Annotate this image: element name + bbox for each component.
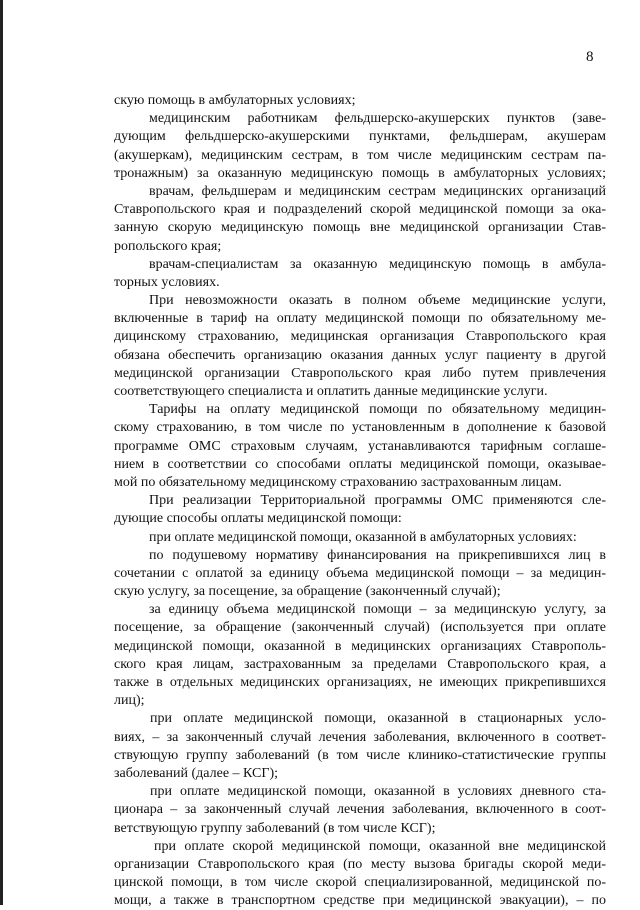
text-line: посещение, за обращение (законченный случай) (используется при оплате [114, 620, 606, 636]
text-line: также в отдельных медицинских организациях, не имеющих прикрепившихся [114, 675, 606, 690]
text-line: медицинским работникам фельдшерско-акушерских пунктов (заве- [149, 111, 606, 127]
text-line: тронажным) за оказанную медицинскую помощь в амбулаторных условиях; [114, 165, 606, 181]
text-line: ского края лицам, застрахованным за пределами Ставропольского края, а [114, 656, 606, 672]
text-line: за единицу объема медицинской помощи – за медицинскую услугу, за [149, 602, 606, 618]
text-line: включенные в тариф на оплату медицинской помощи по обязательному ме- [114, 311, 606, 327]
text-line: Тарифы на оплату медицинской помощи по обязательному медицин- [149, 402, 606, 418]
text-line: скому страхованию, в том числе по установленным в дополнение к базовой [114, 420, 606, 436]
text-line: соответствующего специалиста и оплатить данные медицинские услуги. [114, 384, 548, 399]
text-line: при оплате скорой медицинской помощи, оказанной вне медицинской [154, 838, 606, 854]
page-number: 8 [586, 49, 594, 65]
text-line: врачам-специалистам за оказанную медицинскую помощь в амбула- [149, 256, 606, 272]
text-line: занную скорую медицинскую помощь вне медицинской организации Став- [114, 220, 606, 236]
text-line: лиц); [114, 693, 145, 709]
text-line: мощи, а также в транспортном средстве при медицинской эвакуации), – по [114, 893, 606, 909]
text-line: сочетании с оплатой за единицу объема медицинской помощи – за медицин- [114, 565, 606, 581]
scan-edge-border [0, 0, 3, 905]
text-line: ропольского края; [114, 238, 222, 254]
text-line: при оплате медицинской помощи, оказанной в амбулаторных условиях: [149, 529, 577, 545]
text-line: обязана обеспечить организацию оказания данных услуг пациенту в другой [114, 347, 606, 363]
text-line: При реализации Территориальной программы ОМС применяются сле- [149, 493, 606, 509]
text-line: мой по обязательному медицинскому страхованию застрахованным лицам. [114, 474, 562, 490]
text-line: цинской помощи, в том числе скорой специализированной, медицинской по- [114, 875, 606, 891]
text-line: дующим фельдшерско-акушерскими пунктами, фельдшерам, акушерам [114, 129, 606, 145]
text-line: медицинской помощи, оказанной в медицинских организациях Ставрополь- [114, 638, 606, 654]
text-line: ветствующую группу заболеваний (в том числе КСГ); [114, 820, 436, 836]
text-line: при оплате медицинской помощи, оказанной в стационарных усло- [150, 711, 606, 727]
text-line: по подушевому нормативу финансирования на прикрепившихся лиц в [149, 547, 606, 563]
text-line: организации Ставропольского края (по месту вызова бригады скорой меди- [114, 856, 606, 872]
text-line: дицинскому страхованию, медицинская организация Ставропольского края [114, 329, 606, 345]
text-line: скую помощь в амбулаторных условиях; [114, 93, 356, 108]
text-line: врачам, фельдшерам и медицинским сестрам медицинских организаций [149, 183, 606, 199]
text-line: дующие способы оплаты медицинской помощи: [114, 511, 402, 527]
text-line: виях, – за законченный случай лечения заболевания, включенного в соответ- [114, 729, 606, 745]
text-line: нием в соответствии со способами оплаты медицинской помощи, оказывае- [114, 456, 606, 472]
body-text [114, 92, 606, 910]
text-line: ствующую группу заболеваний (в том числе клинико-статистические группы [114, 747, 606, 763]
text-line: заболеваний (далее – КСГ); [114, 765, 279, 781]
text-line: скую услугу, за посещение, за обращение (законченный случай); [114, 584, 501, 600]
text-line: (акушеркам), медицинским сестрам, в том числе медицинским сестрам па- [114, 147, 606, 163]
text-line: торных условиях. [114, 274, 220, 290]
text-line: программе ОМС страховым случаям, устанавливаются тарифным соглаше- [114, 438, 606, 454]
text-line: При невозможности оказать в полном объеме медицинские услуги, [149, 293, 606, 309]
text-line: медицинской организации Ставропольского края либо путем привлечения [114, 365, 606, 381]
text-line: Ставропольского края и подразделений скорой медицинской помощи за ока- [114, 202, 606, 218]
text-line: ционара – за законченный случай лечения заболевания, включенного в соот- [114, 802, 606, 818]
text-line: при оплате медицинской помощи, оказанной в условиях дневного ста- [150, 784, 606, 800]
